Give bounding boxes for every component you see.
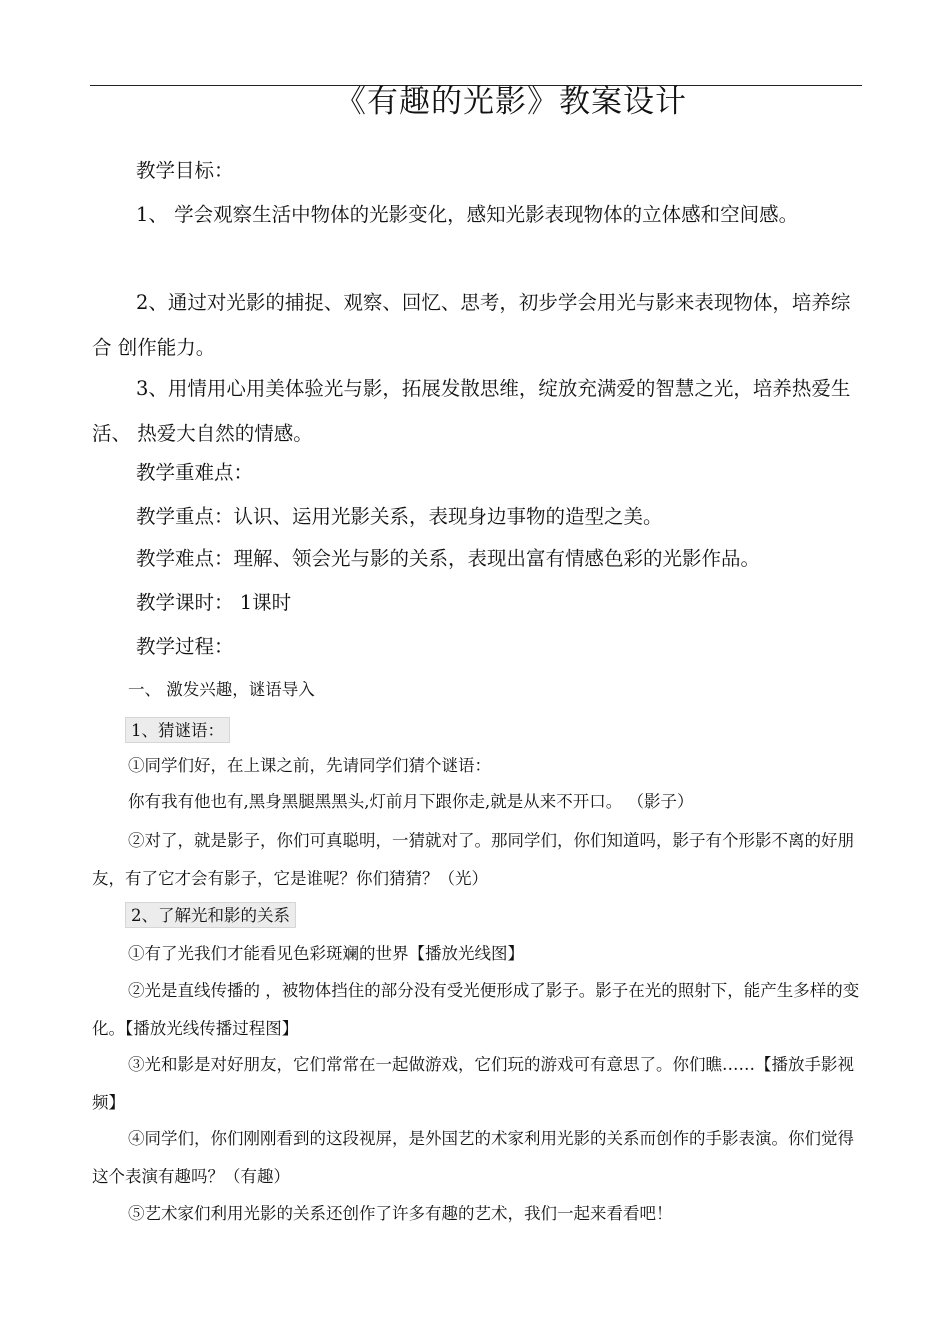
light-shadow-p4: ④同学们，你们刚刚看到的这段视屏，是外国艺的术家利用光影的关系而创作的手影表演。你们觉得这个表演有趣吗？（有趣） bbox=[92, 1129, 854, 1186]
riddle-intro: ①同学们好，在上课之前，先请同学们猜个谜语： bbox=[128, 756, 491, 775]
light-shadow-p3: ③光和影是对好朋友，它们常常在一起做游戏，它们玩的游戏可有意思了。你们瞧……【播放手影视频】 bbox=[92, 1055, 854, 1112]
section-1-heading: 一、 激发兴趣，谜语导入 bbox=[128, 680, 315, 699]
light-shadow-p5: ⑤艺术家们利用光影的关系还创作了许多有趣的艺术，我们一起来看看吧！ bbox=[128, 1204, 673, 1223]
class-hours: 教学课时： 1课时 bbox=[136, 591, 292, 614]
heading-key-points: 教学重难点： bbox=[136, 461, 254, 484]
subheading-riddle: 1、猜谜语： bbox=[125, 717, 230, 743]
goal-1: 1、 学会观察生活中物体的光影变化，感知光影表现物体的立体感和空间感。 bbox=[136, 203, 799, 226]
key-point: 教学重点：认识、运用光影关系，表现身边事物的造型之美。 bbox=[136, 505, 663, 528]
light-shadow-p2: ②光是直线传播的 ，被物体挡住的部分没有受光便形成了影子。影子在光的照射下，能产生多样的变化。【播放光线传播过程图】 bbox=[92, 981, 860, 1038]
page-title: 《有趣的光影》教案设计 bbox=[335, 84, 687, 120]
heading-goals: 教学目标： bbox=[136, 159, 234, 182]
goal-2: 2、通过对光影的捕捉、观察、回忆、思考，初步学会用光与影来表现物体，培养综合 创作能力。 bbox=[92, 291, 851, 359]
heading-process: 教学过程： bbox=[136, 635, 234, 658]
light-shadow-p1: ①有了光我们才能看见色彩斑斓的世界【播放光线图】 bbox=[128, 944, 524, 963]
difficult-point: 教学难点：理解、领会光与影的关系，表现出富有情感色彩的光影作品。 bbox=[136, 547, 761, 570]
goal-3: 3、用情用心用美体验光与影，拓展发散思维，绽放充满爱的智慧之光，培养热爱生活、 热爱大自然的情感。 bbox=[92, 377, 851, 445]
riddle-text: 你有我有他也有,黑身黑腿黑黑头,灯前月下跟你走,就是从来不开口。 （影子） bbox=[128, 792, 694, 811]
riddle-answer: ②对了，就是影子，你们可真聪明，一猜就对了。那同学们，你们知道吗，影子有个形影不离的好朋友，有了它才会有影子，它是谁呢？你们猜猜？（光） bbox=[92, 831, 854, 888]
subheading-light-shadow: 2、了解光和影的关系 bbox=[125, 902, 296, 928]
